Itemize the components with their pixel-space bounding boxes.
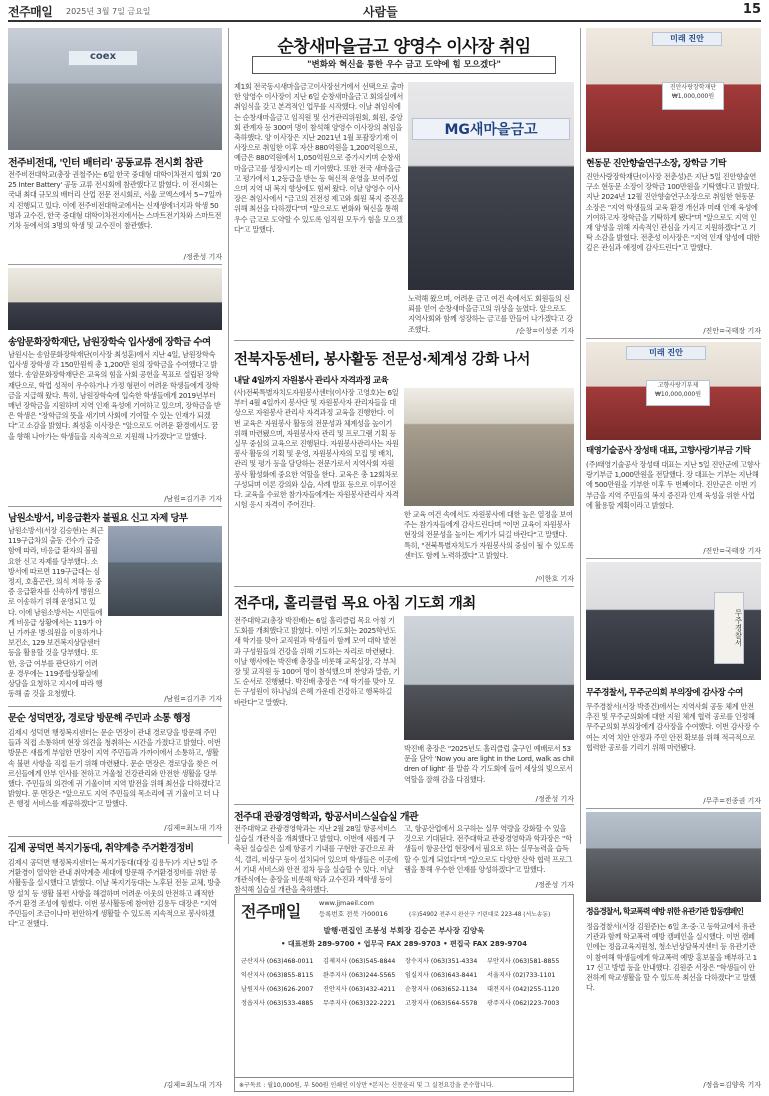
taeyeong-banner: 미래 진안: [626, 346, 706, 360]
branch-line: 광주지사 (062)223-7003: [487, 1000, 560, 1007]
seongdeok-body: 김제시 성덕면 행정복지센터는 문순 면장이 관내 경로당을 방문해 주민들과 직접 소통하며 현장 의견을 청취하는 시간을 가졌다고 밝혔다. 이번 방문은 새롭게 부임한 면장이 지역 주민들과 가까이에서 소통하고, 생활 속 불편 사항을 직접 듣기 위해 마련됐다. 문순 면장은 경로당을 찾은 어르신들에게 안부 인사를 전하고 겨울철 건강관리와 안전한 생활을 당부했다. 주민들의 의견에 귀 기울이며 지역 발전을 위해 최선을 다하겠다고 밝혔다. 문 면장은 "앞으로도 지역 주민들의 목소리에 귀 기울이고 더 나은 행정 서비스를 제공하겠다"고 말했다.: [8, 728, 221, 809]
songeum-body: 남원시는 송암문화장학재단(이사장 최성훈)에서 지난 4일, 남원장학숙 입사생 장학생 각 150만원씩 총 1,200만 원의 장학금을 수여했다고 밝혔다. 송암문화장학재단은 교육의 힘을 사회 공헌을 목표로 설립된 장학재단으로, 학업 성적이 우수하거나 가정 형편이 어려운 학생들에게 장학금을 지급해 왔다. 특히, 남원장학숙에 입숙한 학생들에게 2019년부터 매년 장학금을 지원하며 지역 인재 육성에 기여하고 있으며, 장학금을 받은 학생은 "장학금의 뜻을 새기며 사회에 기여할 수 있는 인재가 되겠다"고 소감을 밝혔다. 최성훈 이사장은 "앞으로도 어려운 환경에서도 꿈을 향해 나아가는 학생들을 지속적으로 지원해 나가겠다"고 말했다.: [8, 350, 221, 441]
coex-sign: coex: [68, 50, 138, 66]
section-rule: [234, 586, 574, 587]
hyeondong-title: 현동문 진안향술연구소장, 장학금 기탁: [586, 159, 726, 169]
branch-line: 임실지사 (063)643-8441: [405, 972, 478, 979]
lead-subtitle: "변화와 혁신을 통한 우수 금고 도약에 힘 모으겠다": [252, 56, 556, 74]
branch-col-4: [487, 955, 571, 1011]
hyeondong-byline: /진안=국태장 기자: [703, 327, 761, 335]
branch-line: 장수지사 (063)351-4334: [405, 958, 478, 965]
aviation-body: 전주대학교 관광경영학과는 지난 2월 28일 항공서비스실습실 개관식을 개최했다고 밝혔다. 이번에 새롭게 구축된 실습실은 실제 항공기 기내를 구현한 공간으로 좌석, 갤리, 비상구 등이 설치되어 있으며 학생들은 이곳에서 기내 서비스와 안전 절차 등을 실습할 수 있다. 이날 개관식에는 총장을 비롯해 학과 교수진과 재학생 등이 참석해 실습실 개관을 축하했다.: [234, 824, 399, 895]
muju-title: 무주경찰서, 무주군의회 부의장에 감사장 수여: [586, 688, 743, 698]
jabu-byline: /이한호 기자: [535, 575, 574, 583]
section-rule: [8, 506, 222, 507]
branch-line: 완주지사 (063)244-5565: [323, 972, 396, 979]
masthead-box: [234, 894, 574, 1092]
hyeondong-body: 진안사랑장학재단(이사장 전춘성)은 지난 5일 진안향술연구소 현동문 소장이 장학금 100만원을 기탁했다고 밝혔다. 지난 2024년 12월 진안향술연구소장으로 취임한 현동문 소장은 "지역 학생들의 교육 환경 개선과 미래 인재 육성에 기여하고자 장학금을 기탁하게 됐다"며 "앞으로도 지역 인재 양성을 위해 지속적인 관심을 가지고 지원하겠다"고 기탁 소감을 밝혔다. 전춘성 이사장은 "지역 인재 양성에 대한 깊은 관심과 애정에 감사드린다"고 말했다.: [586, 172, 760, 253]
muju-body: 무주경찰서(서장 박종건)에서는 지역사회 공동 체계 안전 추진 및 무주군의회에 대한 지원 체계 협력 공로를 인정해 무주군의회 부의장에게 감사장을 수여했다. 이번 감사장 수여는 지역 치안 안정과 주민 안전 확보를 위해 적극적으로 협력한 공로를 기리기 위해 마련됐다.: [586, 702, 760, 752]
jeongeup-title: 정읍경찰서, 학교폭력 예방 위한 유관기관 합동캠페인: [586, 907, 744, 916]
page-header: [8, 2, 761, 22]
branch-col-2: [323, 955, 403, 1011]
muju-photo: [586, 562, 761, 680]
masthead-address: (우)54902 전주시 완산구 기린대로 223-48 (서노송동): [409, 912, 551, 918]
hyeondong-banner: 미래 진안: [652, 32, 722, 46]
jabu-body: (사)전북특별자치도자원봉사센터(이사장 고영호)는 6일부터 4월 4일까지 봉사단 및 자원봉사자 관리자들을 대상으로 자원봉사 관리사 자격과정 교육을 진행한다. 이번 교육은 자원봉사 활동의 전문성과 체계성을 높이기 위해 마련됐으며, 자원봉사자 관리 및 프로그램 기획 등 실무 중심의 교육으로 진행된다. 자원봉사관리사는 자원봉사 활동의 기획 및 운영, 자원봉사자의 모집 및 배치, 관리 및 평가 등을 담당하는 전문가로서 지역사회 자원봉사 활성화에 중요한 역할을 한다. 교육은 총 12회차로 구성되며 이론 강의와 실습, 사례 발표 등으로 이루어진다. 교육을 수료한 참가자들에게는 자원봉사관리사 자격 시험 응시 자격이 주어진다.: [234, 388, 399, 510]
branch-line: 군산지사 (063)468-0011: [241, 958, 314, 965]
mg-sign: MG새마을금고: [412, 118, 570, 140]
branch-line: 익산지사 (063)855-8115: [241, 972, 314, 979]
holly-photo: [404, 616, 574, 740]
jeongeup-body: 정읍경찰서(서장 김원준)는 6일 초·중·고 등학교에서 유관기관과 함께 학교폭력 예방 캠페인을 실시했다. 이번 캠페인에는 정읍교육지원청, 청소년상담복지센터 등 유관기관이 참여해 학생들에게 학교폭력 예방 홍보물을 배부하고 117 신고 방법 등을 안내했다. 김원준 서장은 "학생들이 안전하게 학교생활을 할 수 있도록 최선을 다하겠다"고 말했다.: [586, 922, 757, 993]
taeyeong-body: (주)태영기술공사 장성태 대표는 지난 5일 진안군에 고향사랑기부금 1,000만원을 전달했다. 장 대표는 기부는 지난해에 500만원을 기부한 이후 두 번째이다. 진안군은 이번 기부금을 지역 주민들의 복지 증진과 인재 육성을 위한 사업에 활용할 계획이라고 밝혔다.: [586, 460, 760, 510]
masthead-bottom: ※구독료 : 월10,000원, 부 500원 인쇄인 이상만 *본지는 신문윤리 및 그 실천요강을 준수합니다.: [239, 1082, 494, 1089]
holly-byline: /정준성 기자: [535, 795, 574, 803]
jjc-photo: [8, 28, 222, 150]
branch-line: 김제지사 (063)545-8844: [323, 958, 396, 965]
jabu-photo: [404, 388, 574, 506]
aviation-byline: /정준성 기자: [535, 881, 574, 889]
jeongeup-photo: [586, 812, 761, 902]
gimje-title: 김제 공덕면 복지기동대, 취약계층 주거환경정비: [8, 843, 194, 854]
jabu-subtitle: 내달 4일까지 자원봉사 관리사 자격과정 교육: [234, 376, 389, 386]
branch-line: 대전지사 (042)255-1120: [487, 986, 560, 993]
muju-sign: 무주경찰서: [714, 592, 744, 664]
taeyeong-byline: /진안=국태장 기자: [703, 547, 761, 555]
gimje-byline: /김제=최노대 기자: [164, 1081, 222, 1089]
gimje-body: 김제시 공덕면 행정복지센터는 복지기동대(대장 김용두)가 지난 5일 주거환경이 열악한 관내 취약계층 세대에 방문해 주거환경정비를 위한 봉사활동을 실시했다고 밝혔다. 이날 복지기동대는 노후된 전등 교체, 방충망 설치 등 생활 불편 사항을 해결하며 어려운 이웃의 안전하고 쾌적한 주거 환경 조성에 힘썼다. 이번 봉사활동에 참여한 김용두 대장은 "지역 주민들이 조금이나마 편안하게 생활할 수 있도록 지속적으로 봉사하겠다"고 전했다.: [8, 858, 221, 929]
lead-body: 제1회 전국동시새마을금고이사장선거에서 선택으로 출마한 양영수 이사장이 지난 6일 순창새마을금고 회의실에서 취임식을 갖고 본격적인 업무를 시작했다. 이날 취임식에는 순창새마을금고 임직원 및 선거관리위원회, 회원, 중앙회 관계자 등 300여 명이 참석해 양영수 이사장의 취임을 축하했다. 양 이사장은 지난 2021년 1월 포괄장기재 이사장으로 취임한 이후 자산 880억원을 1,200억원으로, 예금은 880억원에서 1,050억원으로 증가시키며 순창새마을금고를 성장시키는 데 기여했다. 또한 전국 새마을금고 평가에서 1,2등급을 받는 등 혁신적 운영을 보여주었으며 지역 내 복지 향상에도 힘써 왔다. 이날 양영수 이사장은 취임사에서 "금고의 건전성 제고와 회원 복지 증진을 위해 최선을 다하겠다"며 "앞으로도 변화와 혁신을 통해 우수 금고로 도약할 수 있도록 임직원 모두가 힘을 모으겠다"고 말했다.: [234, 82, 404, 234]
branch-line: 서울지사 (02)733-1101: [487, 972, 556, 979]
section-rule: [8, 836, 222, 837]
aviation-title: 전주대 관광경영학과, 항공서비스실습실 개관: [234, 812, 418, 823]
branch-line: 정읍지사 (063)533-4885: [241, 1000, 314, 1007]
page-number: 15: [742, 2, 761, 17]
holly-title: 전주대, 홀리클럽 목요 아침 기도회 개최: [234, 596, 476, 612]
section-rule: [586, 338, 761, 339]
branch-line: 부안지사 (063)581-8855: [487, 958, 560, 965]
section-rule: [586, 558, 761, 559]
songeum-photo: [8, 268, 222, 330]
holly-body-cont: 박진배 총장은 "2025년도 홀리클럽 출구인 예배로서 53문을 담아 'Now you are light in the Lord, walk as children of light' 를 말씀 각 기도회에 들어 세상의 빛으로서 역할을 잘해 감을 다짐했다.: [404, 744, 574, 784]
branch-line: 고창지사 (063)564-5578: [405, 1000, 478, 1007]
hyeondong-photo: [586, 28, 761, 152]
hyeondong-cheque: 진안사랑장학재단 ₩1,000,000원: [662, 82, 724, 110]
jabu-body-cont: 한 교육 여건 속에서도 자원봉사에 대한 높은 열정을 보여주는 참가자들에게 감사드린다며 "이번 교육이 자원봉사 현장의 전문성을 높이는 계기가 되길 바란다"고 말했다. 특히, "전북특별자치도가 자원봉사의 중심이 될 수 있도록 센터도 함께 노력하겠다"고 밝혔다.: [404, 510, 574, 560]
lead-photo: [408, 82, 574, 290]
jjc-title: 전주비전대, '인터 배터리' 공동교류 전시회 참관: [8, 158, 203, 169]
section-title: 사람들: [363, 5, 398, 19]
section-rule: [234, 340, 574, 341]
muju-byline: /무주=전종권 기자: [703, 797, 761, 805]
section-rule: [586, 808, 761, 809]
issue-date: 2025년 3월 7일 금요일: [66, 7, 151, 16]
newspaper-logo: 전주매일: [8, 5, 53, 19]
songeum-byline: /남원=김기주 기자: [164, 495, 222, 503]
section-rule: [8, 264, 222, 265]
songeum-title: 송암문화장학재단, 남원장학숙 입사생에 장학금 수여: [8, 337, 211, 348]
masthead-reg: 등록번호 전북 가00016: [319, 910, 388, 918]
taeyeong-cheque: 고향사랑기부제 ₩10,000,000원: [646, 380, 710, 406]
branch-line: 진안지사 (063)432-4211: [323, 986, 396, 993]
branch-line: 무주지사 (063)322-2221: [323, 1000, 396, 1007]
section-rule: [234, 804, 574, 805]
branch-col-1: [241, 955, 321, 1011]
section-rule: [8, 706, 222, 707]
lead-body-cont: 노력해 왔으며, 어려운 금고 여건 속에서도 회원들의 신뢰를 얻어 순창새마을금고의 위상을 높였다. 앞으로도 지역사회와 함께 성장하는 금고를 만들어 나가겠다고 강조했다.: [408, 294, 573, 334]
namwon119-title: 남원소방서, 비응급환자 불필요 신고 자제 당부: [8, 513, 188, 524]
column-rule: [228, 28, 229, 844]
holly-body: 전주대학교(총장 박진배)는 6일 홀리클럽 목요 아침 기도회를 개최했다고 밝혔다. 이번 기도회는 2025학년도 새 학기를 맞아 교직원과 학생들이 함께 모여 대학 발전과 구성원들의 건강을 위해 기도하는 자리로 마련됐다. 이날 행사에는 박진배 총장을 비롯해 교목실장, 각 부처장 및 교직원 등 100여 명이 참석했으며 찬양과 말씀, 기도 순서로 진행됐다. 박진배 총장은 "새 학기를 맞아 모든 구성원이 하나님의 은혜 가운데 건강하고 행복하길 바란다"고 말했다.: [234, 616, 400, 707]
masthead-url[interactable]: www.jjmaeil.com: [319, 899, 374, 907]
masthead-publisher: 발행·편집인 조봉성 부회장 김승곤 부사장 김양욱: [323, 926, 485, 935]
branch-line: 남원지사 (063)626-2007: [241, 986, 314, 993]
jabu-title: 전북자동센터, 봉사활동 전문성·체계성 강화 나서: [234, 352, 530, 368]
namwon119-byline: /남원=김기주 기자: [164, 695, 222, 703]
taeyeong-photo: [586, 342, 761, 440]
masthead-logo: 전주매일: [241, 902, 301, 921]
branch-line: 순창지사 (063)652-1134: [405, 986, 478, 993]
namwon119-photo: [108, 526, 222, 616]
aviation-body-cont: 고, 항공산업에서 요구하는 실무 역량을 강화할 수 있을 것으로 기대된다. 전주대학교 관광경영학과 학과장은 "학생들이 항공산업 현장에서 필요로 하는 실무능력을 습득할 수 있게 되었다"며 "앞으로도 다양한 산학 협력 프로그램을 통해 우수한 인재를 양성하겠다"고 말했다.: [404, 824, 573, 874]
lead-byline: /순창=이성준 기자: [516, 327, 574, 335]
masthead-phones: • 대표전화 289-9700 • 업무국 FAX 289-9703 • 편집국 FAX 289-9704: [281, 940, 527, 948]
seongdeok-byline: /김제=최노대 기자: [164, 824, 222, 832]
branch-col-3: [405, 955, 485, 1011]
taeyeong-title: 태영기술공사 장성태 대표, 고향사랑기부금 기탁: [586, 446, 751, 456]
column-rule: [580, 28, 581, 844]
jjc-body: 전주비전대학교(총장 권철주)는 6일 한국 중대형 대학이차전지 협회 '2025 Inter Battery' 공동 교류 전시회에 참관했다고 밝혔다. 이 전시회는 국내 최대 규모의 배터리 산업 전문 전시회로, 서울 코엑스에서 5~7일까지 진행되고 있다. 이에 전주비전대학교에서는 신재생에너지과 학생 50명과 교수진, 한국 중대형 대학이차전지에서는 스마트전기차와 스마트전기차 등에서의 3명의 학생 및 교수진이 참관했다.: [8, 170, 222, 231]
lead-title: 순창새마을금고 양영수 이사장 취임: [277, 37, 531, 57]
seongdeok-title: 문순 성덕면장, 경로당 방문해 주민과 소통 행정: [8, 713, 191, 724]
namwon119-body-b: [8, 620, 222, 692]
jeongeup-byline: /정읍=김양욱 기자: [703, 1081, 761, 1089]
namwon119-body-a: 남원소방서(서장 김승현)는 최근 119구급차의 출동 건수가 급증함에 따라, 비응급 환자의 불필요한 신고 자제를 당부했다. 소방서에 따르면 119구급대는 심정지, 호흡곤란, 의식 저하 등 중증 응급환자를 신속하게 병원으로 이송하기 위해 운영되고 있다. 이에 남원소방서는 시민들에게 비응급 상황에서는 119가 아닌 가까운 병·의원을 이용하거나 보건소, 129 보건복지상담센터 등을 활용할 것을 당부했다. 또한, 응급 여부를 판단하기 어려운 경우에는 119종합상황실에 상담을 요청하고 지시에 따라 행동해 줄 것을 요청했다.: [8, 526, 104, 699]
jjc-byline: /정준성 기자: [183, 253, 222, 261]
